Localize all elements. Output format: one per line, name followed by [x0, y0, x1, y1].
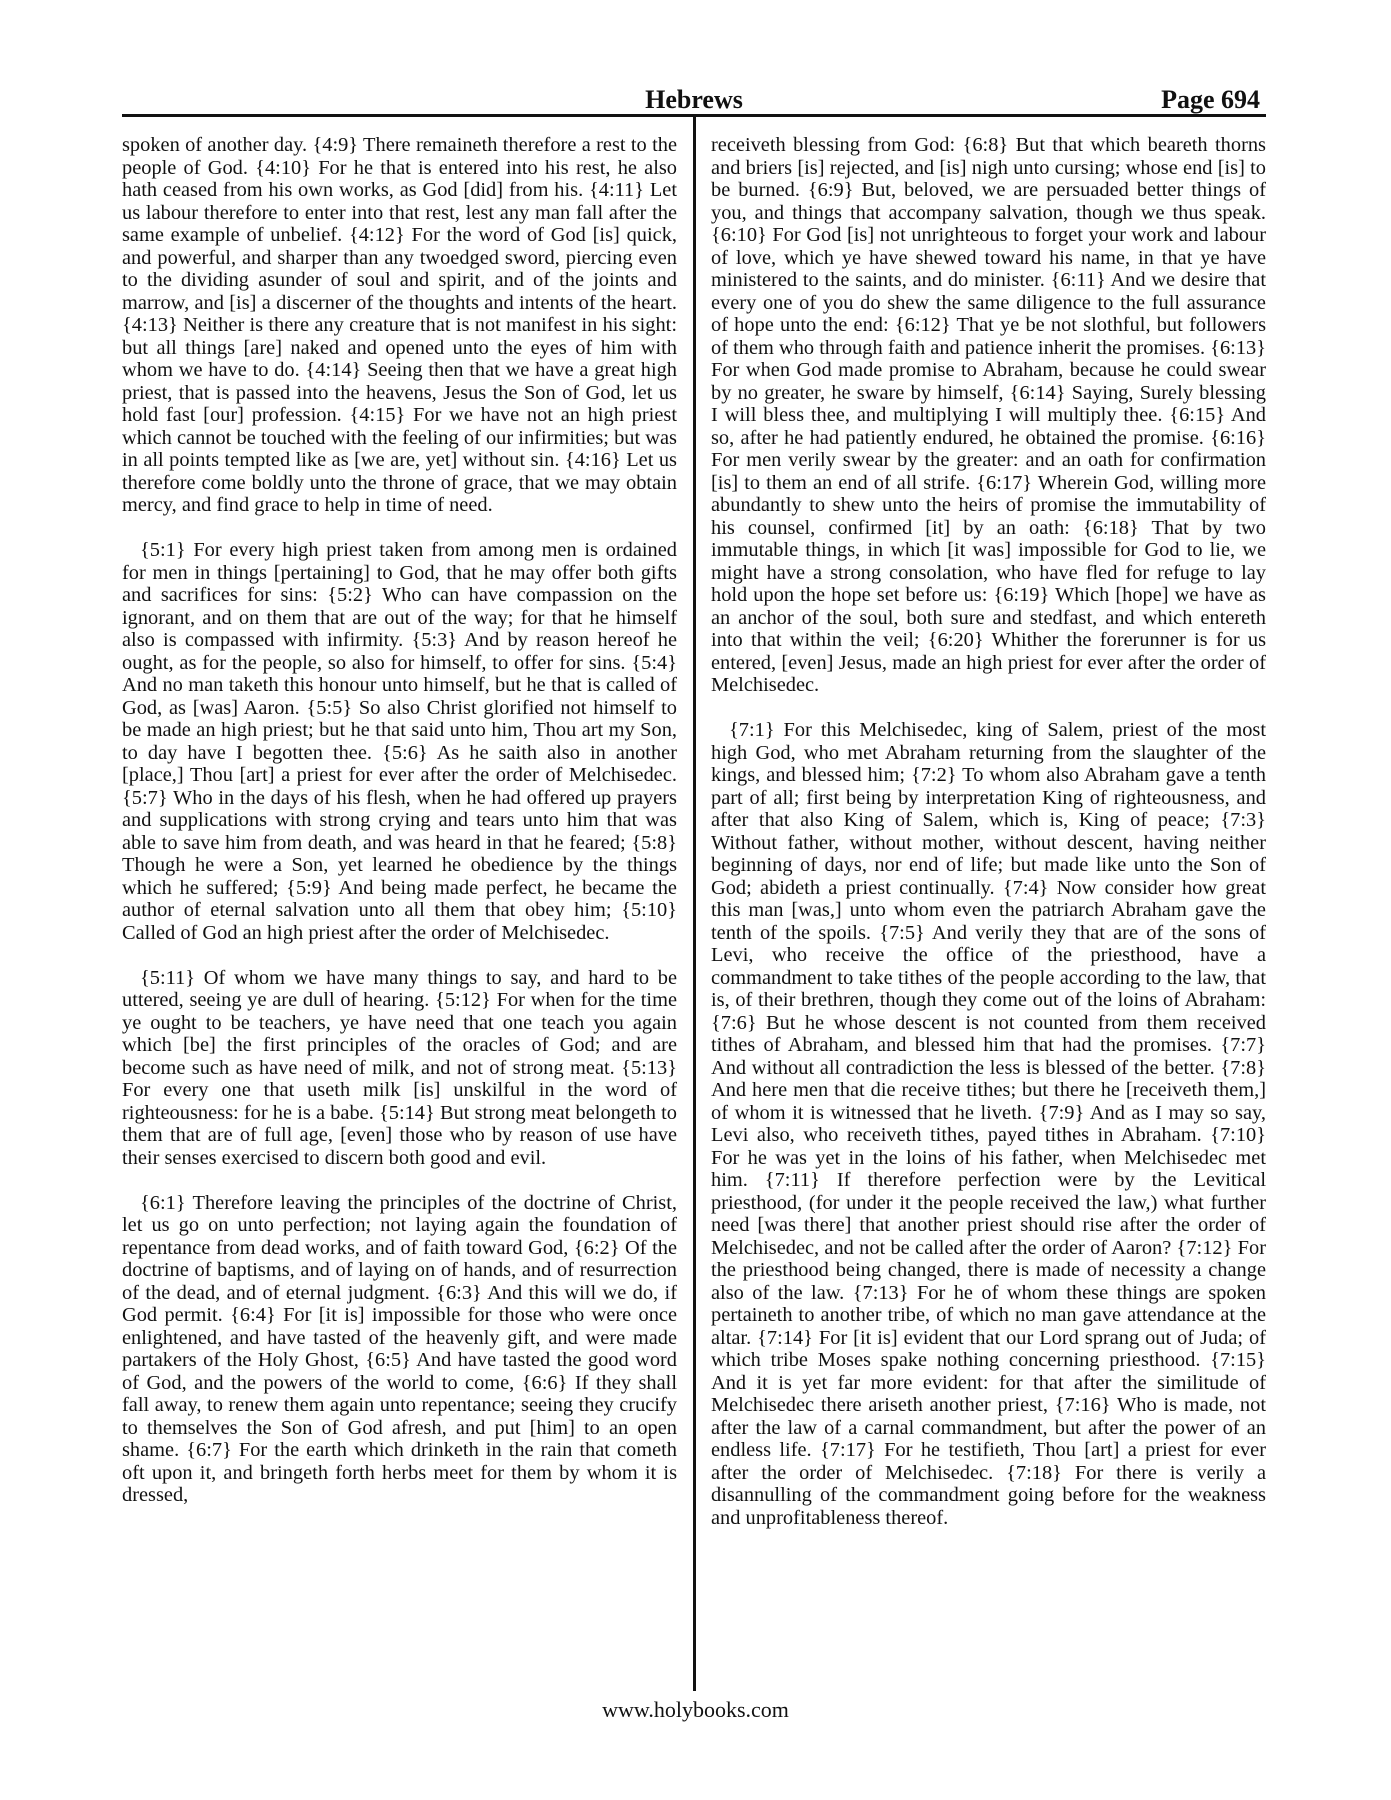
paragraph: {5:1} For every high priest taken from among men is ordained for men in things [pertaining] to God, that he may offer both gifts and sacrifices for sins: {5:2} Who can have compassion on the ignorant, and on them that are out of the way; for that he himself also is compassed with infirmity. {5:3} And by reason hereof he ought, as for the people, so also for himself, to offer for sins. {5:4} And no man taketh this honour unto himself, but he that is called of God, as [was] Aaron. {5:5} So also Christ glorified not himself to be made an high priest; but he that said unto him, Thou art my Son, to day have I begotten thee. {5:6} As he saith also in another [place,] Thou [art] a priest for ever after the order of Melchisedec. {5:7} Who in the days of his flesh, when he had offered up prayers and supplications with strong crying and tears unto him that was able to save him from death, and was heard in that he feared; {5:8} Though he were a Son, yet learned he obedience by the things which he suffered; {5:9} And being made perfect, he became the author of eternal salvation unto all them that obey him; {5:10} Called of God an high priest after the order of Melchisedec. — [122, 539, 677, 944]
paragraph: {6:1} Therefore leaving the principles of the doctrine of Christ, let us go on unto perfection; not laying again the foundation of repentance from dead works, and of faith toward God, {6:2} Of the doctrine of baptisms, and of laying on of hands, and of resurrection of the dead, and of eternal judgment. {6:3} And this will we do, if God permit. {6:4} For [it is] impossible for those who were once enlightened, and have tasted of the heavenly gift, and were made partakers of the Holy Ghost, {6:5} And have tasted the good word of God, and the powers of the world to come, {6:6} If they shall fall away, to renew them again unto repentance; seeing they crucify to themselves the Son of God afresh, and put [him] to an open shame. {6:7} For the earth which drinketh in the rain that cometh oft upon it, and bringeth forth herbs meet for them by whom it is dressed, — [122, 1191, 677, 1506]
paragraph: spoken of another day. {4:9} There remaineth therefore a rest to the people of God. {4:10} For he that is entered into his rest, he also hath ceased from his own works, as God [did] from his. {4:11} Let us labour therefore to enter into that rest, lest any man fall after the same example of unbelief. {4:12} For the word of God [is] quick, and powerful, and sharper than any twoedged sword, piercing even to the dividing asunder of soul and spirit, and of the joints and marrow, and [is] a discerner of the thoughts and intents of the heart. {4:13} Neither is there any creature that is not manifest in his sight: but all things [are] naked and opened unto the eyes of him with whom we have to do. {4:14} Seeing then that we have a great high priest, that is passed into the heavens, Jesus the Son of God, let us hold fast [our] profession. {4:15} For we have not an high priest which cannot be touched with the feeling of our infirmities; but was in all points tempted like as [we are, yet] without sin. {4:16} Let us therefore come boldly unto the throne of grace, that we may obtain mercy, and find grace to help in time of need. — [122, 134, 677, 516]
left-column — [122, 134, 677, 1694]
footer-url: www.holybooks.com — [602, 1697, 789, 1722]
page-header — [122, 86, 1266, 117]
right-column — [711, 134, 1266, 1694]
paragraph: {5:11} Of whom we have many things to say, and hard to be uttered, seeing ye are dull of hearing. {5:12} For when for the time ye ought to be teachers, ye have need that one teach you again which [be] the first principles of the oracles of God; and are become such as have need of milk, and not of strong meat. {5:13} For every one that useth milk [is] unskilful in the word of righteousness: for he is a babe. {5:14} But strong meat belongeth to them that are of full age, [even] those who by reason of use have their senses exercised to discern both good and evil. — [122, 966, 677, 1169]
paragraph: receiveth blessing from God: {6:8} But that which beareth thorns and briers [is] rejected, and [is] nigh unto cursing; whose end [is] to be burned. {6:9} But, beloved, we are persuaded better things of you, and things that accompany salvation, though we thus speak. {6:10} For God [is] not unrighteous to forget your work and labour of love, which ye have shewed toward his name, in that ye have ministered to the saints, and do minister. {6:11} And we desire that every one of you do shew the same diligence to the full assurance of hope unto the end: {6:12} That ye be not slothful, but followers of them who through faith and patience inherit the promises. {6:13} For when God made promise to Abraham, because he could swear by no greater, he sware by himself, {6:14} Saying, Surely blessing I will bless thee, and multiplying I will multiply thee. {6:15} And so, after he had patiently endured, he obtained the promise. {6:16} For men verily swear by the greater: and an oath for confirmation [is] to them an end of all strife. {6:17} Wherein God, willing more abundantly to shew unto the heirs of promise the immutability of his counsel, confirmed [it] by an oath: {6:18} That by two immutable things, in which [it was] impossible for God to lie, we might have a strong consolation, who have fled for refuge to lay hold upon the hope set before us: {6:19} Which [hope] we have as an anchor of the soul, both sure and stedfast, and which entereth into that within the veil; {6:20} Whither the forerunner is for us entered, [even] Jesus, made an high priest for ever after the order of Melchisedec. — [711, 134, 1266, 696]
page-number: Page 694 — [1161, 85, 1260, 114]
book-title: Hebrews — [645, 85, 743, 114]
column-divider — [693, 117, 696, 1691]
paragraph: {7:1} For this Melchisedec, king of Salem, priest of the most high God, who met Abraham returning from the slaughter of the kings, and blessed him; {7:2} To whom also Abraham gave a tenth part of all; first being by interpretation King of righteousness, and after that also King of Salem, which is, King of peace; {7:3} Without father, without mother, without descent, having neither beginning of days, nor end of life; but made like unto the Son of God; abideth a priest continually. {7:4} Now consider how great this man [was,] unto whom even the patriarch Abraham gave the tenth of the spoils. {7:5} And verily they that are of the sons of Levi, who receive the office of the priesthood, have a commandment to take tithes of the people according to the law, that is, of their brethren, though they come out of the loins of Abraham: {7:6} But he whose descent is not counted from them received tithes of Abraham, and blessed him that had the promises. {7:7} And without all contradiction the less is blessed of the better. {7:8} And here men that die receive tithes; but there he [receiveth them,] of whom it is witnessed that he liveth. {7:9} And as I may so say, Levi also, who receiveth tithes, payed tithes in Abraham. {7:10} For he was yet in the loins of his father, when Melchisedec met him. {7:11} If therefore perfection were by the Levitical priesthood, (for under it the people received the law,) what further need [was there] that another priest should rise after the order of Melchisedec, and not be called after the order of Aaron? {7:12} For the priesthood being changed, there is made of necessity a change also of the law. {7:13} For he of whom these things are spoken pertaineth to another tribe, of which no man gave attendance at the altar. {7:14} For [it is] evident that our Lord sprang out of Juda; of which tribe Moses spake nothing concerning priesthood. {7:15} And it is yet far more evident: for that after the similitude of Melchisedec there ariseth another priest, {7:16} Who is made, not after the law of a carnal commandment, but after the power of an endless life. {7:17} For he testifieth, Thou [art] a priest for ever after the order of Melchisedec. {7:18} For there is verily a disannulling of the commandment going before for the weakness and unprofitableness thereof. — [711, 719, 1266, 1529]
